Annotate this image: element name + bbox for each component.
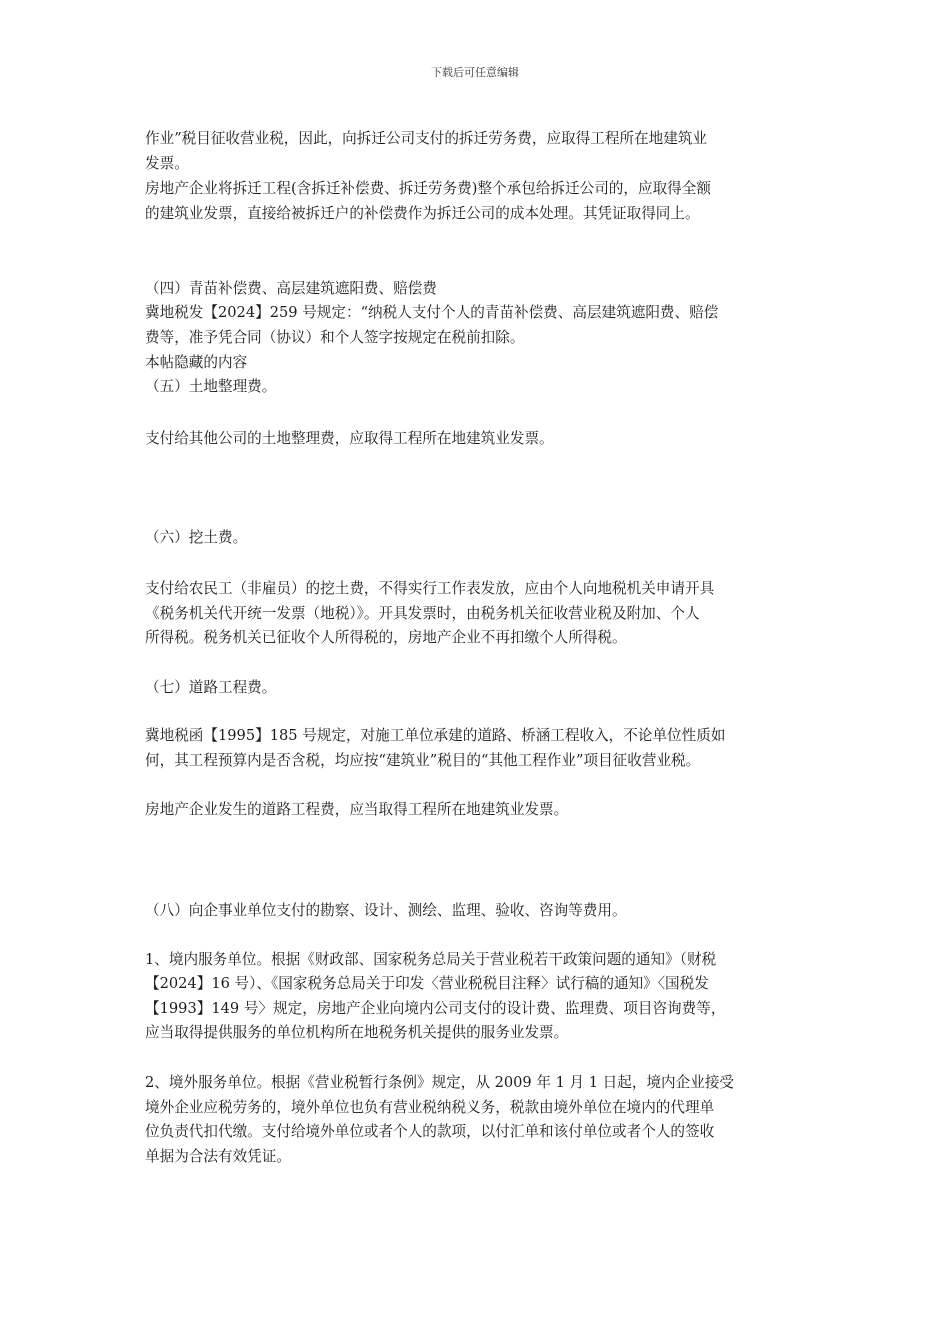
text-line: 本帖隐藏的内容: [145, 354, 248, 371]
text-line: 费等，准予凭合同（协议）和个人签字按规定在税前扣除。: [145, 329, 525, 346]
text-line: 【2024】16 号）、《国家税务总局关于印发〈营业税税目注释〉试行稿的通知》〈国税发: [145, 975, 709, 992]
section-heading: （四）青苗补偿费、高层建筑遮阳费、赔偿费: [145, 280, 437, 297]
text-line: 支付给其他公司的土地整理费，应取得工程所在地建筑业发票。: [145, 430, 554, 447]
text-line: 2、境外服务单位。根据《营业税暂行条例》规定，从 2009 年 1 月 1 日起，境内企业接受: [145, 1074, 735, 1091]
section-heading: （八）向企事业单位支付的勘察、设计、测绘、监理、验收、咨询等费用。: [145, 902, 627, 919]
text-line: 位负责代扣代缴。支付给境外单位或者个人的款项，以付汇单和该付单位或者个人的签收: [145, 1123, 715, 1140]
text-line: 发票。: [145, 155, 189, 172]
text-line: 冀地税函【1995】185 号规定，对施工单位承建的道路、桥涵工程收入，不论单位性质如: [145, 727, 726, 744]
text-line: 房地产企业发生的道路工程费，应当取得工程所在地建筑业发票。: [145, 801, 569, 818]
text-line: 冀地税发【2024】259 号规定：“纳税人支付个人的青苗补偿费、高层建筑遮阳费、赔偿: [145, 304, 719, 321]
text-line: 支付给农民工（非雇员）的挖土费，不得实行工作表发放，应由个人向地税机关申请开具: [145, 580, 715, 597]
text-line: 房地产企业将拆迁工程(含拆迁补偿费、拆迁劳务费)整个承包给拆迁公司的，应取得全额: [145, 180, 711, 197]
text-line: 应当取得提供服务的单位机构所在地税务机关提供的服务业发票。: [145, 1024, 569, 1041]
text-line: 1、境内服务单位。根据《财政部、国家税务总局关于营业税若干政策问题的通知》（财税: [145, 951, 717, 968]
page-header: 下载后可任意编辑: [431, 66, 519, 79]
text-line: 境外企业应税劳务的，境外单位也负有营业税纳税义务，税款由境外单位在境内的代理单: [145, 1099, 715, 1116]
section-heading: （六）挖土费。: [145, 529, 248, 546]
text-line: 的建筑业发票，直接给被拆迁户的补偿费作为拆迁公司的成本处理。其凭证取得同上。: [145, 205, 700, 222]
text-line: 【1993】149 号〉规定，房地产企业向境内公司支付的设计费、监理费、项目咨询费等，: [145, 1000, 726, 1017]
section-heading: （七）道路工程费。: [145, 679, 277, 696]
text-line: 所得税。税务机关已征收个人所得税的，房地产企业不再扣缴个人所得税。: [145, 629, 627, 646]
text-line: 单据为合法有效凭证。: [145, 1148, 291, 1165]
text-line: 《税务机关代开统一发票（地税）》。开具发票时，由税务机关征收营业税及附加、个人: [145, 605, 700, 622]
text-line: 作业”税目征收营业税，因此，向拆迁公司支付的拆迁劳务费，应取得工程所在地建筑业: [145, 130, 708, 147]
section-heading: （五）土地整理费。: [145, 378, 277, 395]
text-line: 何，其工程预算内是否含税，均应按“建筑业”税目的“其他工程作业”项目征收营业税。: [145, 752, 701, 769]
